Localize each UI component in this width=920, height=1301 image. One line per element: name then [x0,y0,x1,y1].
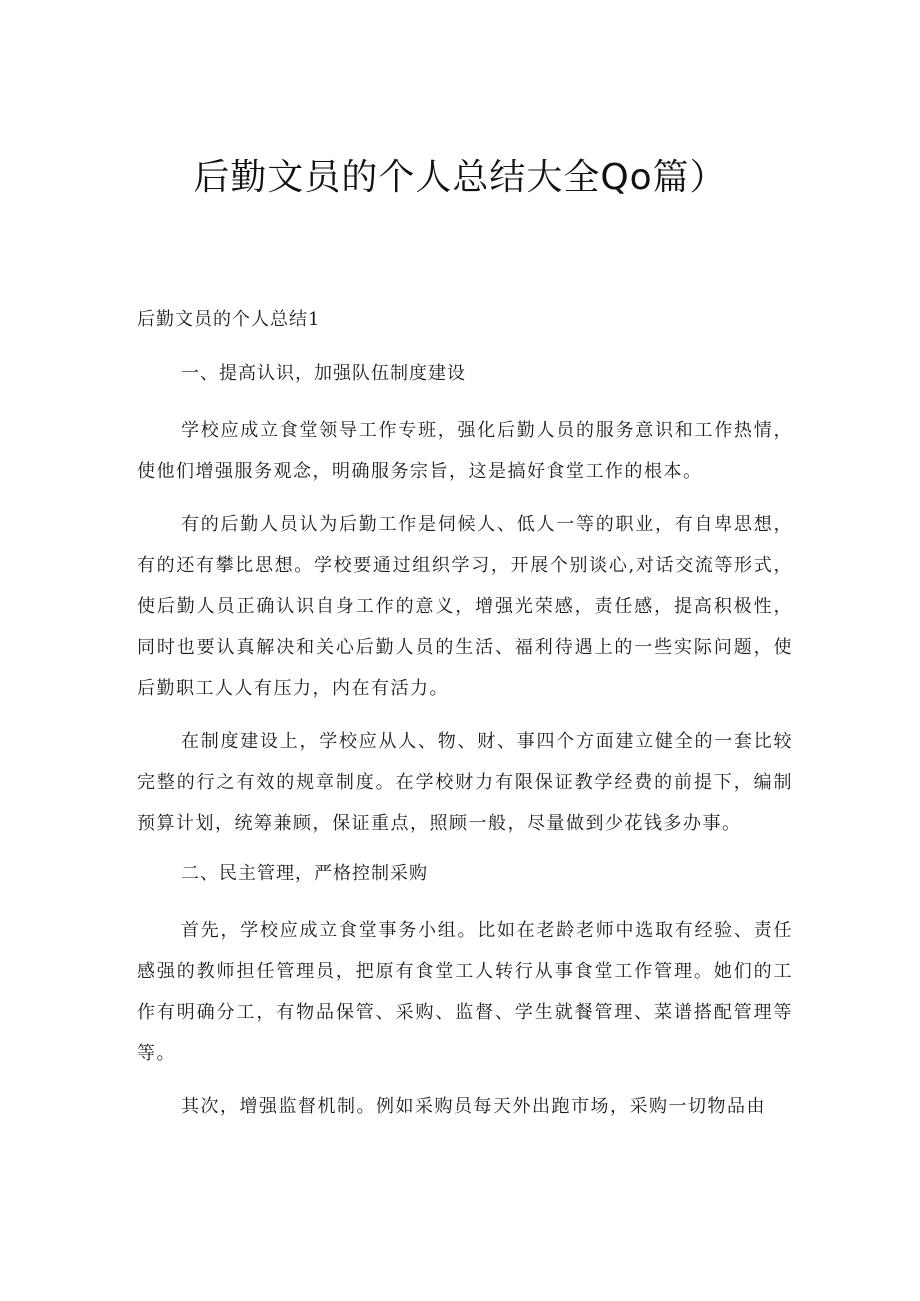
paragraph-5: 其次，增强监督机制。例如采购员每天外出跑市场，采购一切物品由 [181,1096,766,1117]
paragraph-1: 学校应成立食堂领导工作专班，强化后勤人员的服务意识和工作热情，使他们增强服务观念，明确服务宗旨，这是搞好食堂工作的根本。 [137,420,793,482]
document-title: 后勤文员的个人总结大全Qo篇） [193,157,727,198]
subsection-heading-1: 一、提高认识，加强队伍制度建设 [181,363,466,384]
document-body [137,302,793,1139]
section-heading: 后勤文员的个人总结1 [137,309,321,330]
paragraph-3: 在制度建设上，学校应从人、物、财、事四个方面建立健全的一套比较完整的行之有效的规章制度。在学校财力有限保证教学经费的前提下，编制预算计划，统筹兼顾，保证重点，照顾一般，尽量做到少花钱多办事。 [137,731,793,834]
subsection-heading-2: 二、民主管理，严格控制采购 [181,863,428,884]
paragraph-4: 首先，学校应成立食堂事务小组。比如在老龄老师中选取有经验、责任感强的教师担任管理员，把原有食堂工人转行从事食堂工作管理。她们的工作有明确分工，有物品保管、采购、监督、学生就餐管理、菜谱搭配管理等等。 [137,920,793,1064]
paragraph-2: 有的后勤人员认为后勤工作是伺候人、低人一等的职业，有自卑思想，有的还有攀比思想。学校要通过组织学习，开展个别谈心,对话交流等形式，使后勤人员正确认识自身工作的意义，增强光荣感，责任感，提高积极性，同时也要认真解决和关心后勤人员的生活、福利待遇上的一些实际问题，使后勤职工人人有压力，内在有活力。 [137,514,793,699]
